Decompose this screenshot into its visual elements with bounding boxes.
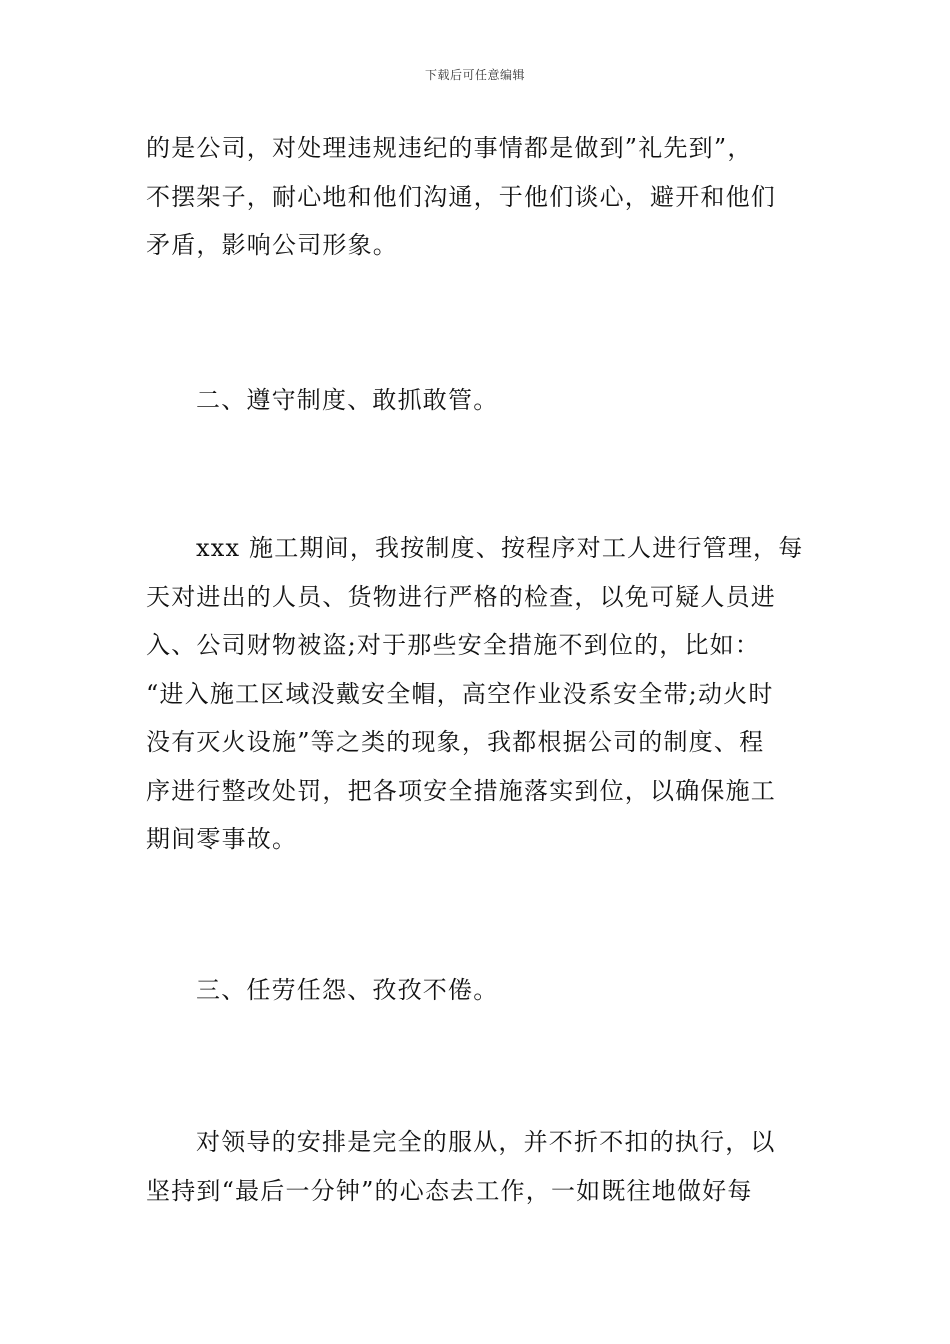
paragraph-line: xxx 施工期间，我按制度、按程序对工人进行管理，每 bbox=[196, 534, 804, 562]
paragraph-line: 序进行整改处罚，把各项安全措施落实到位，以确保施工 bbox=[146, 776, 776, 805]
section-heading-2 bbox=[146, 376, 811, 425]
paragraph-line: 不摆架子，耐心地和他们沟通，于他们谈心，避开和他们 bbox=[146, 182, 776, 211]
section-heading: 二、遵守制度、敢抓敢管。 bbox=[196, 386, 499, 414]
section-heading-3 bbox=[146, 966, 811, 1015]
paragraph-line: “进入施工区域没戴安全帽，高空作业没系安全带;动火时 bbox=[146, 679, 774, 708]
paragraph-line: 天对进出的人员、货物进行严格的检查，以免可疑人员进 bbox=[146, 582, 776, 611]
paragraph-line: 坚持到“最后一分钟”的心态去工作，一如既往地做好每 bbox=[146, 1176, 753, 1205]
paragraph-line: 矛盾，影响公司形象。 bbox=[146, 231, 398, 259]
paragraph-line: 对领导的安排是完全的服从，并不折不扣的执行，以 bbox=[196, 1128, 776, 1156]
paragraph-3 bbox=[146, 524, 811, 864]
paragraph-1 bbox=[146, 124, 811, 270]
paragraph-line: 没有灭火设施”等之类的现象，我都根据公司的制度、程 bbox=[146, 728, 765, 756]
paragraph-line: 的是公司，对处理违规违纪的事情都是做到”礼先到”， bbox=[146, 134, 753, 162]
paragraph-line: 期间零事故。 bbox=[146, 825, 298, 853]
paragraph-line: 入、公司财物被盗;对于那些安全措施不到位的，比如： bbox=[146, 631, 761, 659]
page-header: 下载后可任意编辑 bbox=[424, 68, 525, 82]
paragraph-5 bbox=[146, 1118, 811, 1215]
section-heading: 三、任劳任怨、孜孜不倦。 bbox=[196, 976, 499, 1004]
